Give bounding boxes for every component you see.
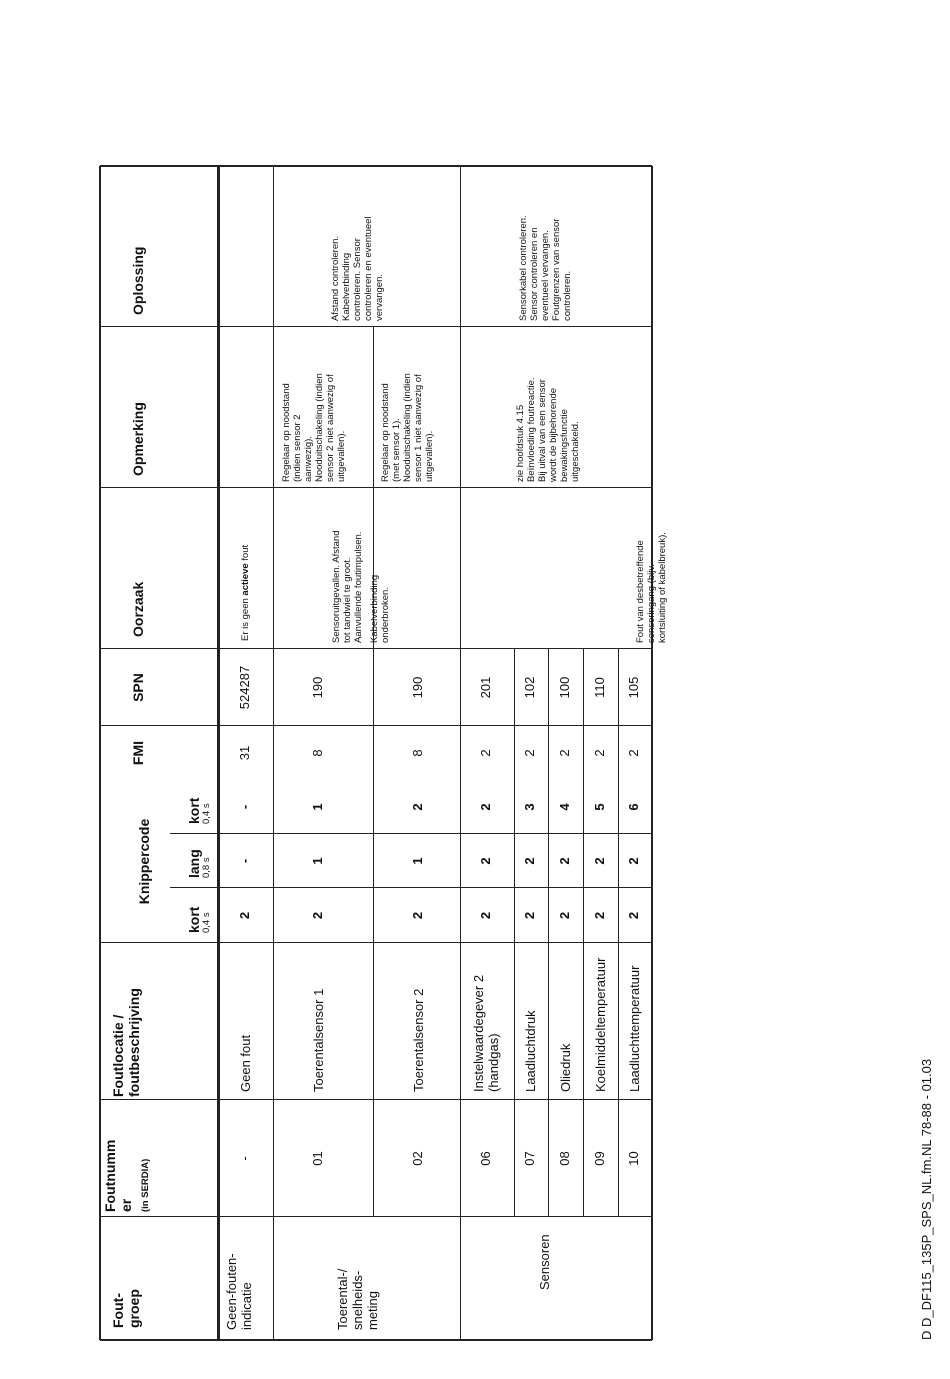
row-separator <box>548 649 549 1217</box>
row-3-fmi: 2 <box>478 749 493 757</box>
row-separator-none <box>273 488 274 1340</box>
row-3-blink-short1: 2 <box>478 911 493 920</box>
header-spn-label: SPN <box>130 673 146 702</box>
row-7-description: Laadluchttemperatuur <box>627 965 642 1092</box>
row-0-fmi: 31 <box>236 745 252 761</box>
row-4-fmi: 2 <box>522 749 537 757</box>
row-5-blink-short1: 2 <box>556 911 572 920</box>
header-blink-1-time: 0,8 s <box>201 857 212 878</box>
row-separator <box>583 649 584 1217</box>
row-4-blink-short1: 2 <box>522 911 537 920</box>
row-6-number: 09 <box>591 1151 607 1166</box>
row-7-blink-short1: 2 <box>626 911 641 920</box>
remark-sensor-2: Regelaar op noodstand (met sensor 1). Nooduitschakeling (indien sensor 1 niet aanwezig of uitgevallen). <box>380 373 435 482</box>
row-2-fmi: 8 <box>410 749 425 757</box>
row-1-spn: 190 <box>310 676 325 699</box>
row-2-spn: 190 <box>410 676 425 699</box>
header-number-sub: (in SERDIA) <box>140 1158 151 1212</box>
row-2-blink-long: 1 <box>410 857 425 865</box>
row-6-spn: 110 <box>591 677 607 698</box>
row-2-description: Toerentalsensor 2 <box>411 988 426 1092</box>
header-blink-2-time: 0,4 s <box>201 803 212 824</box>
table-border-left <box>99 166 100 1340</box>
row-1-description: Toerentalsensor 1 <box>311 988 326 1092</box>
row-7-number: 10 <box>626 1151 641 1166</box>
row-5-spn: 100 <box>556 676 572 699</box>
error-table-page <box>100 166 668 1340</box>
row-3-blink-short2: 2 <box>478 803 493 811</box>
header-remark-label: Opmerking <box>130 402 146 476</box>
table-border-bottom <box>100 1339 652 1340</box>
cause-none <box>240 491 251 641</box>
row-0-spn: 524287 <box>236 665 252 710</box>
cause-none-pre: Er is geen <box>240 595 251 641</box>
row-1-blink-long: 1 <box>310 857 325 865</box>
row-6-description: Koelmiddeltemperatuur <box>592 957 608 1092</box>
header-group-label: Fout- groep <box>110 1289 142 1328</box>
row-7-blink-short2: 6 <box>626 803 641 811</box>
row-4-blink-short2: 3 <box>522 803 537 811</box>
remark-sensor-1: Regelaar op noodstand (indien sensor 2 aanwezig). Nooduitschakeling (indien sensor 2 niet aanwezig of uitgevallen). <box>281 373 347 482</box>
row-2-blink-short1: 2 <box>410 911 425 920</box>
row-6-blink-short2: 5 <box>591 803 607 811</box>
row-separator <box>514 649 515 1217</box>
cause-none-post: fout <box>240 544 251 564</box>
row-2-blink-short2: 2 <box>410 803 425 811</box>
header-cause-label: Oorzaak <box>130 581 146 637</box>
row-0-blink-short2: - <box>236 804 252 810</box>
group-speed: Toerental-/ snelheids- meting <box>335 1268 380 1330</box>
row-3-description: Instelwaardegever 2 (handgas) <box>471 974 501 1092</box>
row-0-number: - <box>236 1156 252 1161</box>
row-separator-speed <box>373 327 374 1217</box>
row-5-blink-long: 2 <box>556 857 572 865</box>
cause-sensors: Fout van desbetreffende sensoringang (bijv. kortsluiting of kabelbreuk). <box>635 532 668 643</box>
row-6-blink-long: 2 <box>591 857 607 865</box>
cause-speed-a: Sensoruitgevallen. Afstand tot tandwiel te groot. Aanvullende foutimpulsen. <box>331 530 364 643</box>
row-4-blink-long: 2 <box>522 857 537 865</box>
group-sensors: Sensoren <box>537 1234 552 1290</box>
row-5-description: Oliedruk <box>557 1043 573 1092</box>
row-5-blink-short2: 4 <box>556 803 572 811</box>
row-1-number: 01 <box>310 1151 325 1166</box>
header-fmi-label: FMI <box>130 740 146 766</box>
group-none: Geen-fouten- indicatie <box>224 1253 254 1330</box>
header-blink-2-label: kort <box>186 797 202 824</box>
row-3-number: 06 <box>478 1151 493 1166</box>
solution-sensors: Sensorkabel controleren. Sensor controleren en eventueel vervangen. Foutgrenzen van sensor controleren. <box>518 215 573 321</box>
header-location-label: Foutlocatie / foutbeschrijving <box>110 988 142 1097</box>
row-6-fmi: 2 <box>591 749 607 757</box>
cause-speed-b: Kabelverbinding onderbroken. <box>369 574 391 643</box>
row-7-fmi: 2 <box>626 749 641 757</box>
document-footer: D D_DF115_135P_SPS_NL.fm.NL 78-88 - 01.03 <box>919 1058 934 1340</box>
header-number-label: Foutnumm er <box>102 1139 134 1212</box>
solution-speed: Afstand controleren. Kabelverbinding controleren. Sensor controleren en eventueel vervangen. <box>330 216 385 321</box>
header-blink-0-time: 0,4 s <box>201 912 212 933</box>
row-0-blink-long: - <box>236 858 252 864</box>
header-blink-label: Knippercode <box>136 818 152 905</box>
row-1-fmi: 8 <box>310 749 325 757</box>
row-2-number: 02 <box>410 1151 425 1166</box>
cause-none-bold: actieve <box>240 563 251 596</box>
row-3-blink-long: 2 <box>478 857 493 865</box>
row-5-number: 08 <box>556 1151 572 1166</box>
row-separator-none <box>273 166 274 488</box>
row-4-description: Laadluchtdruk <box>523 1010 538 1092</box>
row-0-description: Geen fout <box>237 1034 253 1092</box>
table-border-right <box>651 166 652 1340</box>
header-blink-0-label: kort <box>186 906 202 933</box>
remark-sensors: zie hoofdstuk 4.15 Beïnvloeding foutreactie. Bij uitval van een sensor wordt de bijbehorende bewakingsfunctie uitgeschakeld. <box>515 377 581 482</box>
header-blink-1-label: lang <box>186 849 202 878</box>
header-data-separator <box>217 166 220 1340</box>
row-separator <box>618 649 619 1217</box>
column-separator <box>100 327 652 328</box>
row-4-number: 07 <box>522 1151 537 1166</box>
row-7-spn: 105 <box>626 676 641 699</box>
row-4-spn: 102 <box>522 676 537 699</box>
row-separator-sensors <box>460 166 461 1340</box>
row-6-blink-short1: 2 <box>591 911 607 920</box>
row-5-fmi: 2 <box>556 749 572 757</box>
row-1-blink-short1: 2 <box>310 911 325 920</box>
table-border-top <box>100 165 652 166</box>
row-3-spn: 201 <box>478 676 493 699</box>
row-1-blink-short2: 1 <box>310 803 325 811</box>
error-code-table <box>100 166 668 1340</box>
row-7-blink-long: 2 <box>626 857 641 865</box>
header-solution-label: Oplossing <box>130 246 146 315</box>
row-0-blink-short1: 2 <box>236 911 252 920</box>
